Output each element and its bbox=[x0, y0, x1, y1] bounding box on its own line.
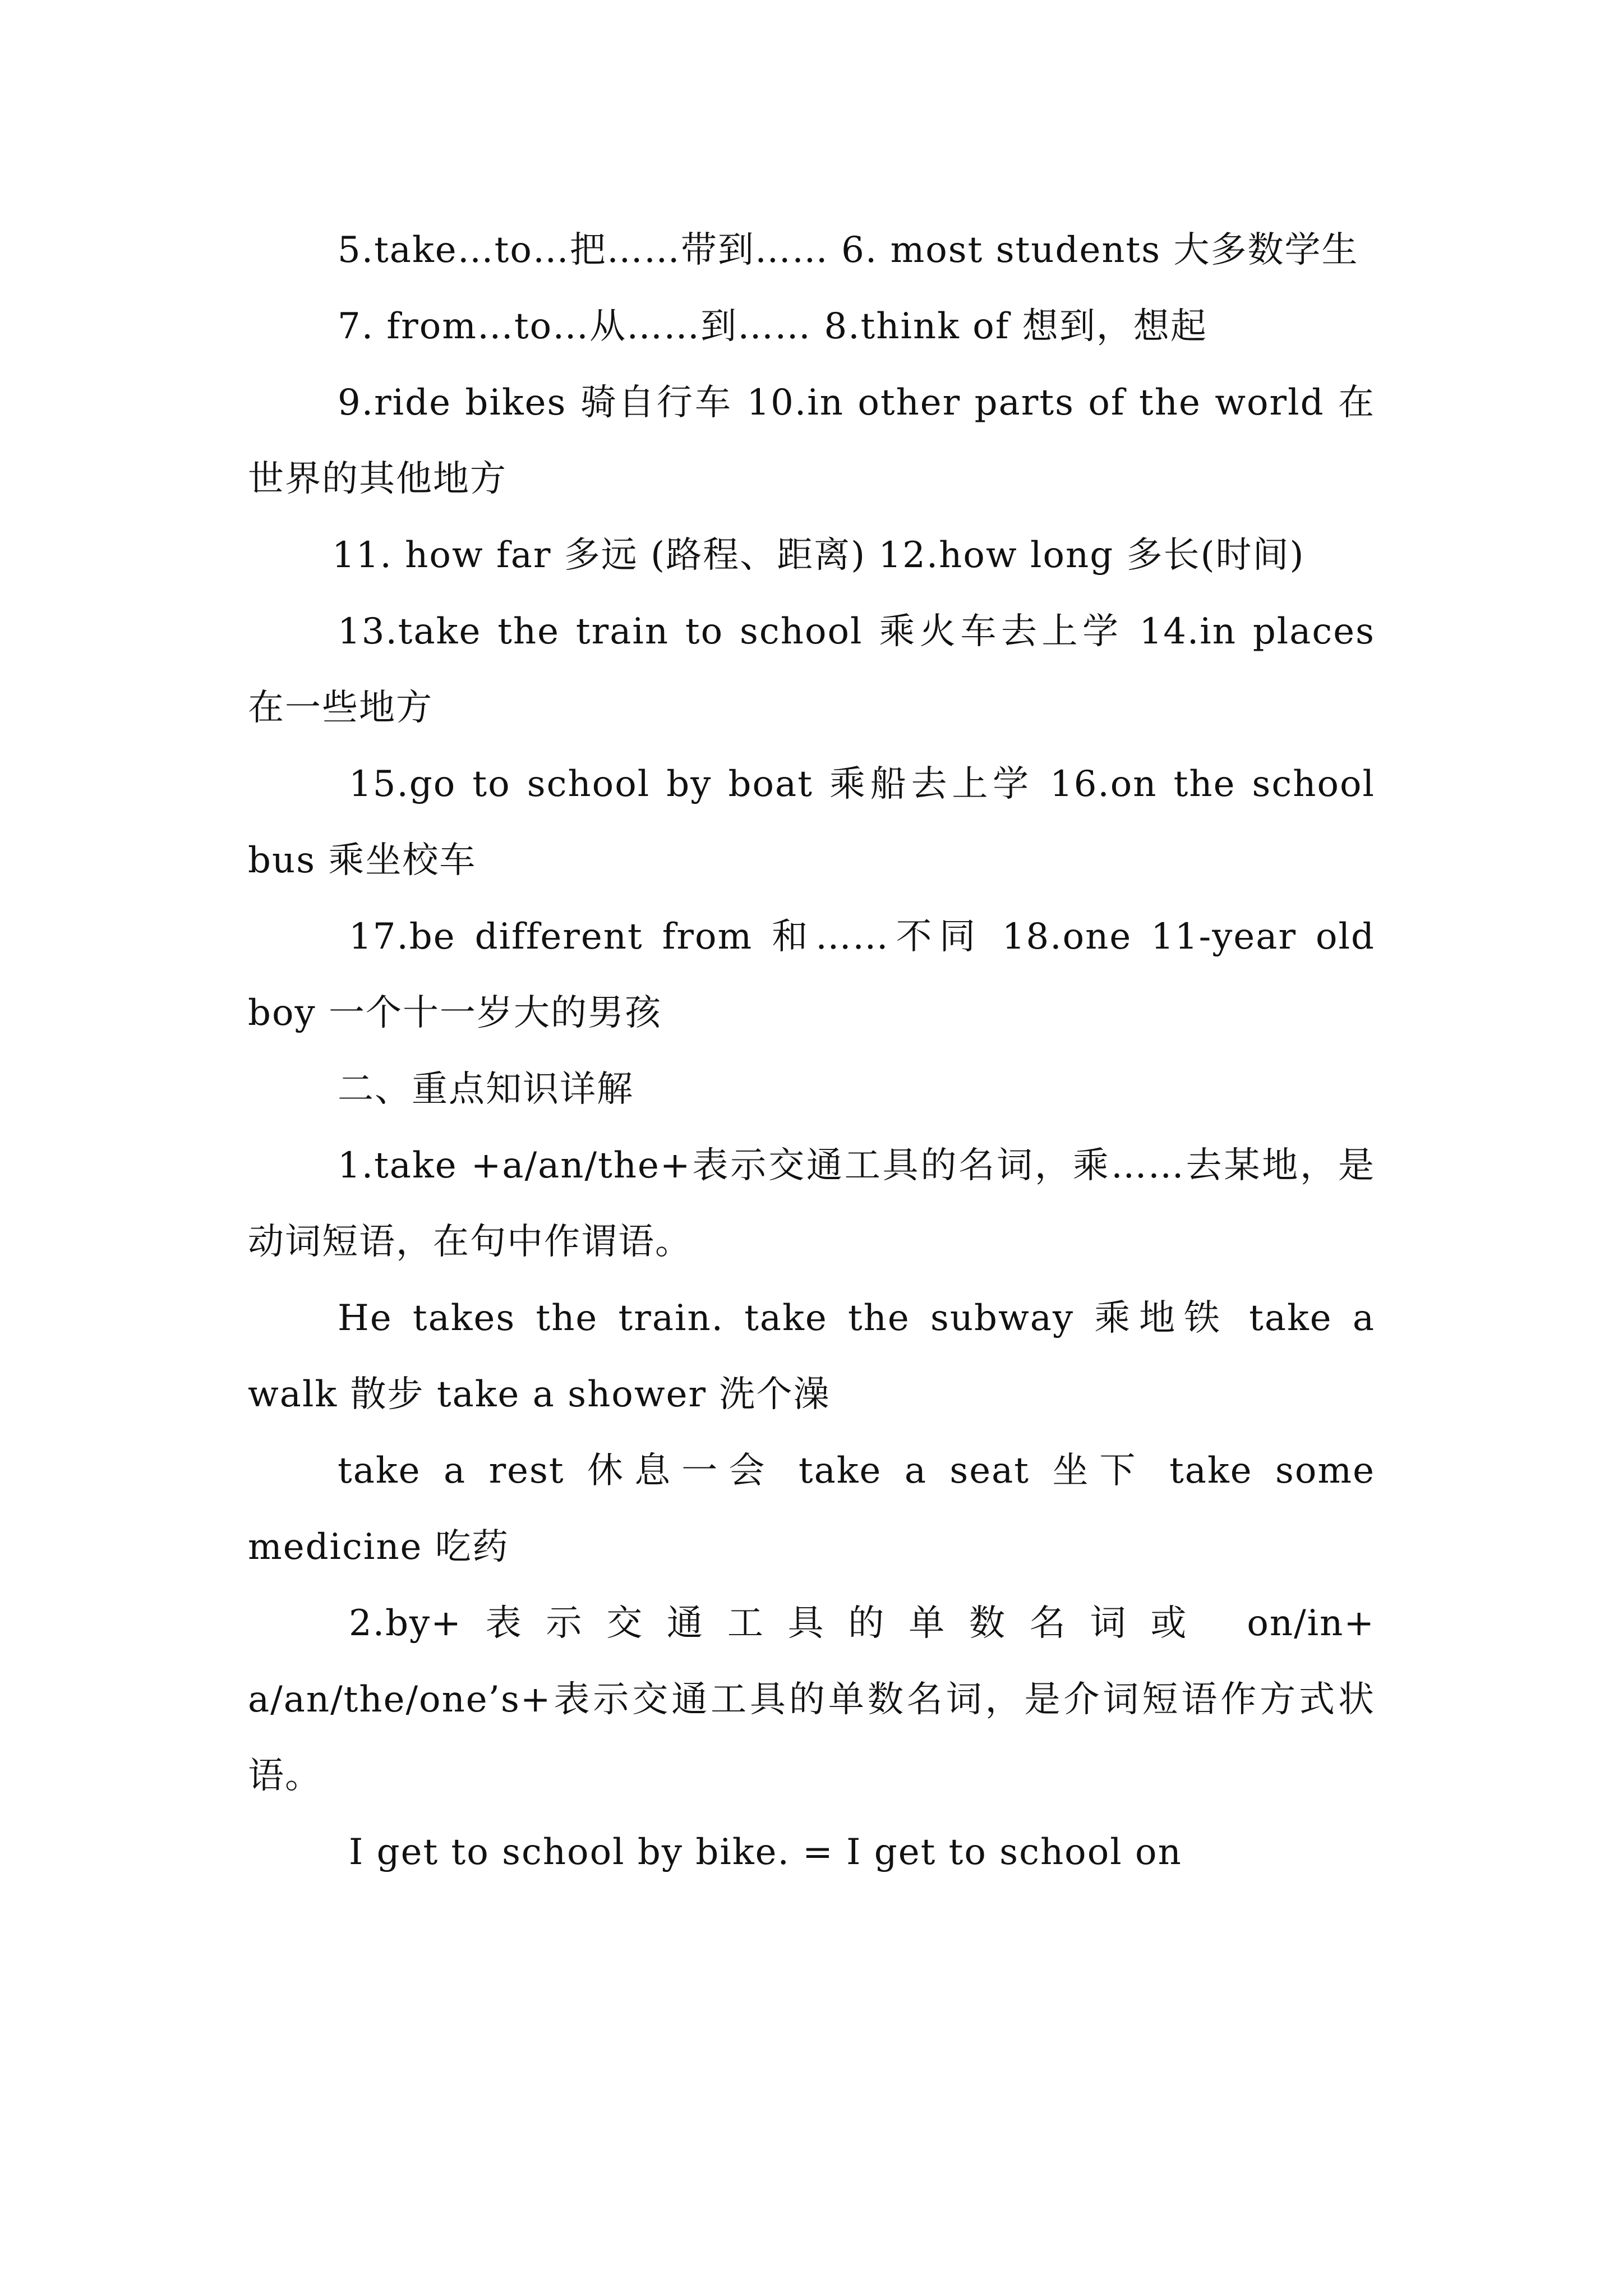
paragraph-phrases-11-12: 11. how far 多远 (路程、距离) 12.how long 多长(时间) bbox=[332, 535, 1305, 576]
section-heading-key-points: 二、重点知识详解 bbox=[338, 1069, 634, 1110]
paragraph-point-1-take: 1.take +a/an/the+表示交通工具的名词，乘……去某地，是动词短语，在句中作谓语。 bbox=[248, 1145, 1375, 1263]
paragraph-take-examples-2: take a rest 休息一会 take a seat 坐下 take some medicine 吃药 bbox=[248, 1450, 1375, 1568]
paragraph-phrases-7-8: 7. from…to…从……到…… 8.think of 想到，想起 bbox=[338, 306, 1207, 347]
paragraph-phrases-17-18: 17.be different from 和……不同 18.one 11-year old boy 一个十一岁大的男孩 bbox=[248, 916, 1375, 1034]
paragraph-take-examples-1: He takes the train. take the subway 乘地铁 take a walk 散步 take a shower 洗个澡 bbox=[248, 1297, 1375, 1415]
paragraph-phrases-5-6: 5.take…to…把……带到…… 6. most students 大多数学生 bbox=[338, 229, 1359, 271]
paragraph-phrases-15-16: 15.go to school by boat 乘船去上学 16.on the school bus 乘坐校车 bbox=[248, 763, 1375, 881]
paragraph-by-example: I get to school by bike. = I get to school on bbox=[349, 1832, 1182, 1873]
paragraph-phrases-9-10: 9.ride bikes 骑自行车 10.in other parts of the world 在世界的其他地方 bbox=[248, 382, 1375, 500]
paragraph-point-2-by: 2.by+表示交通工具的单数名词或 on/in+ a/an/the/one’s+表示交通工具的单数名词，是介词短语作方式状语。 bbox=[248, 1603, 1375, 1797]
paragraph-phrases-13-14: 13.take the train to school 乘火车去上学 14.in places 在一些地方 bbox=[248, 611, 1375, 729]
document-body bbox=[248, 212, 1375, 1890]
